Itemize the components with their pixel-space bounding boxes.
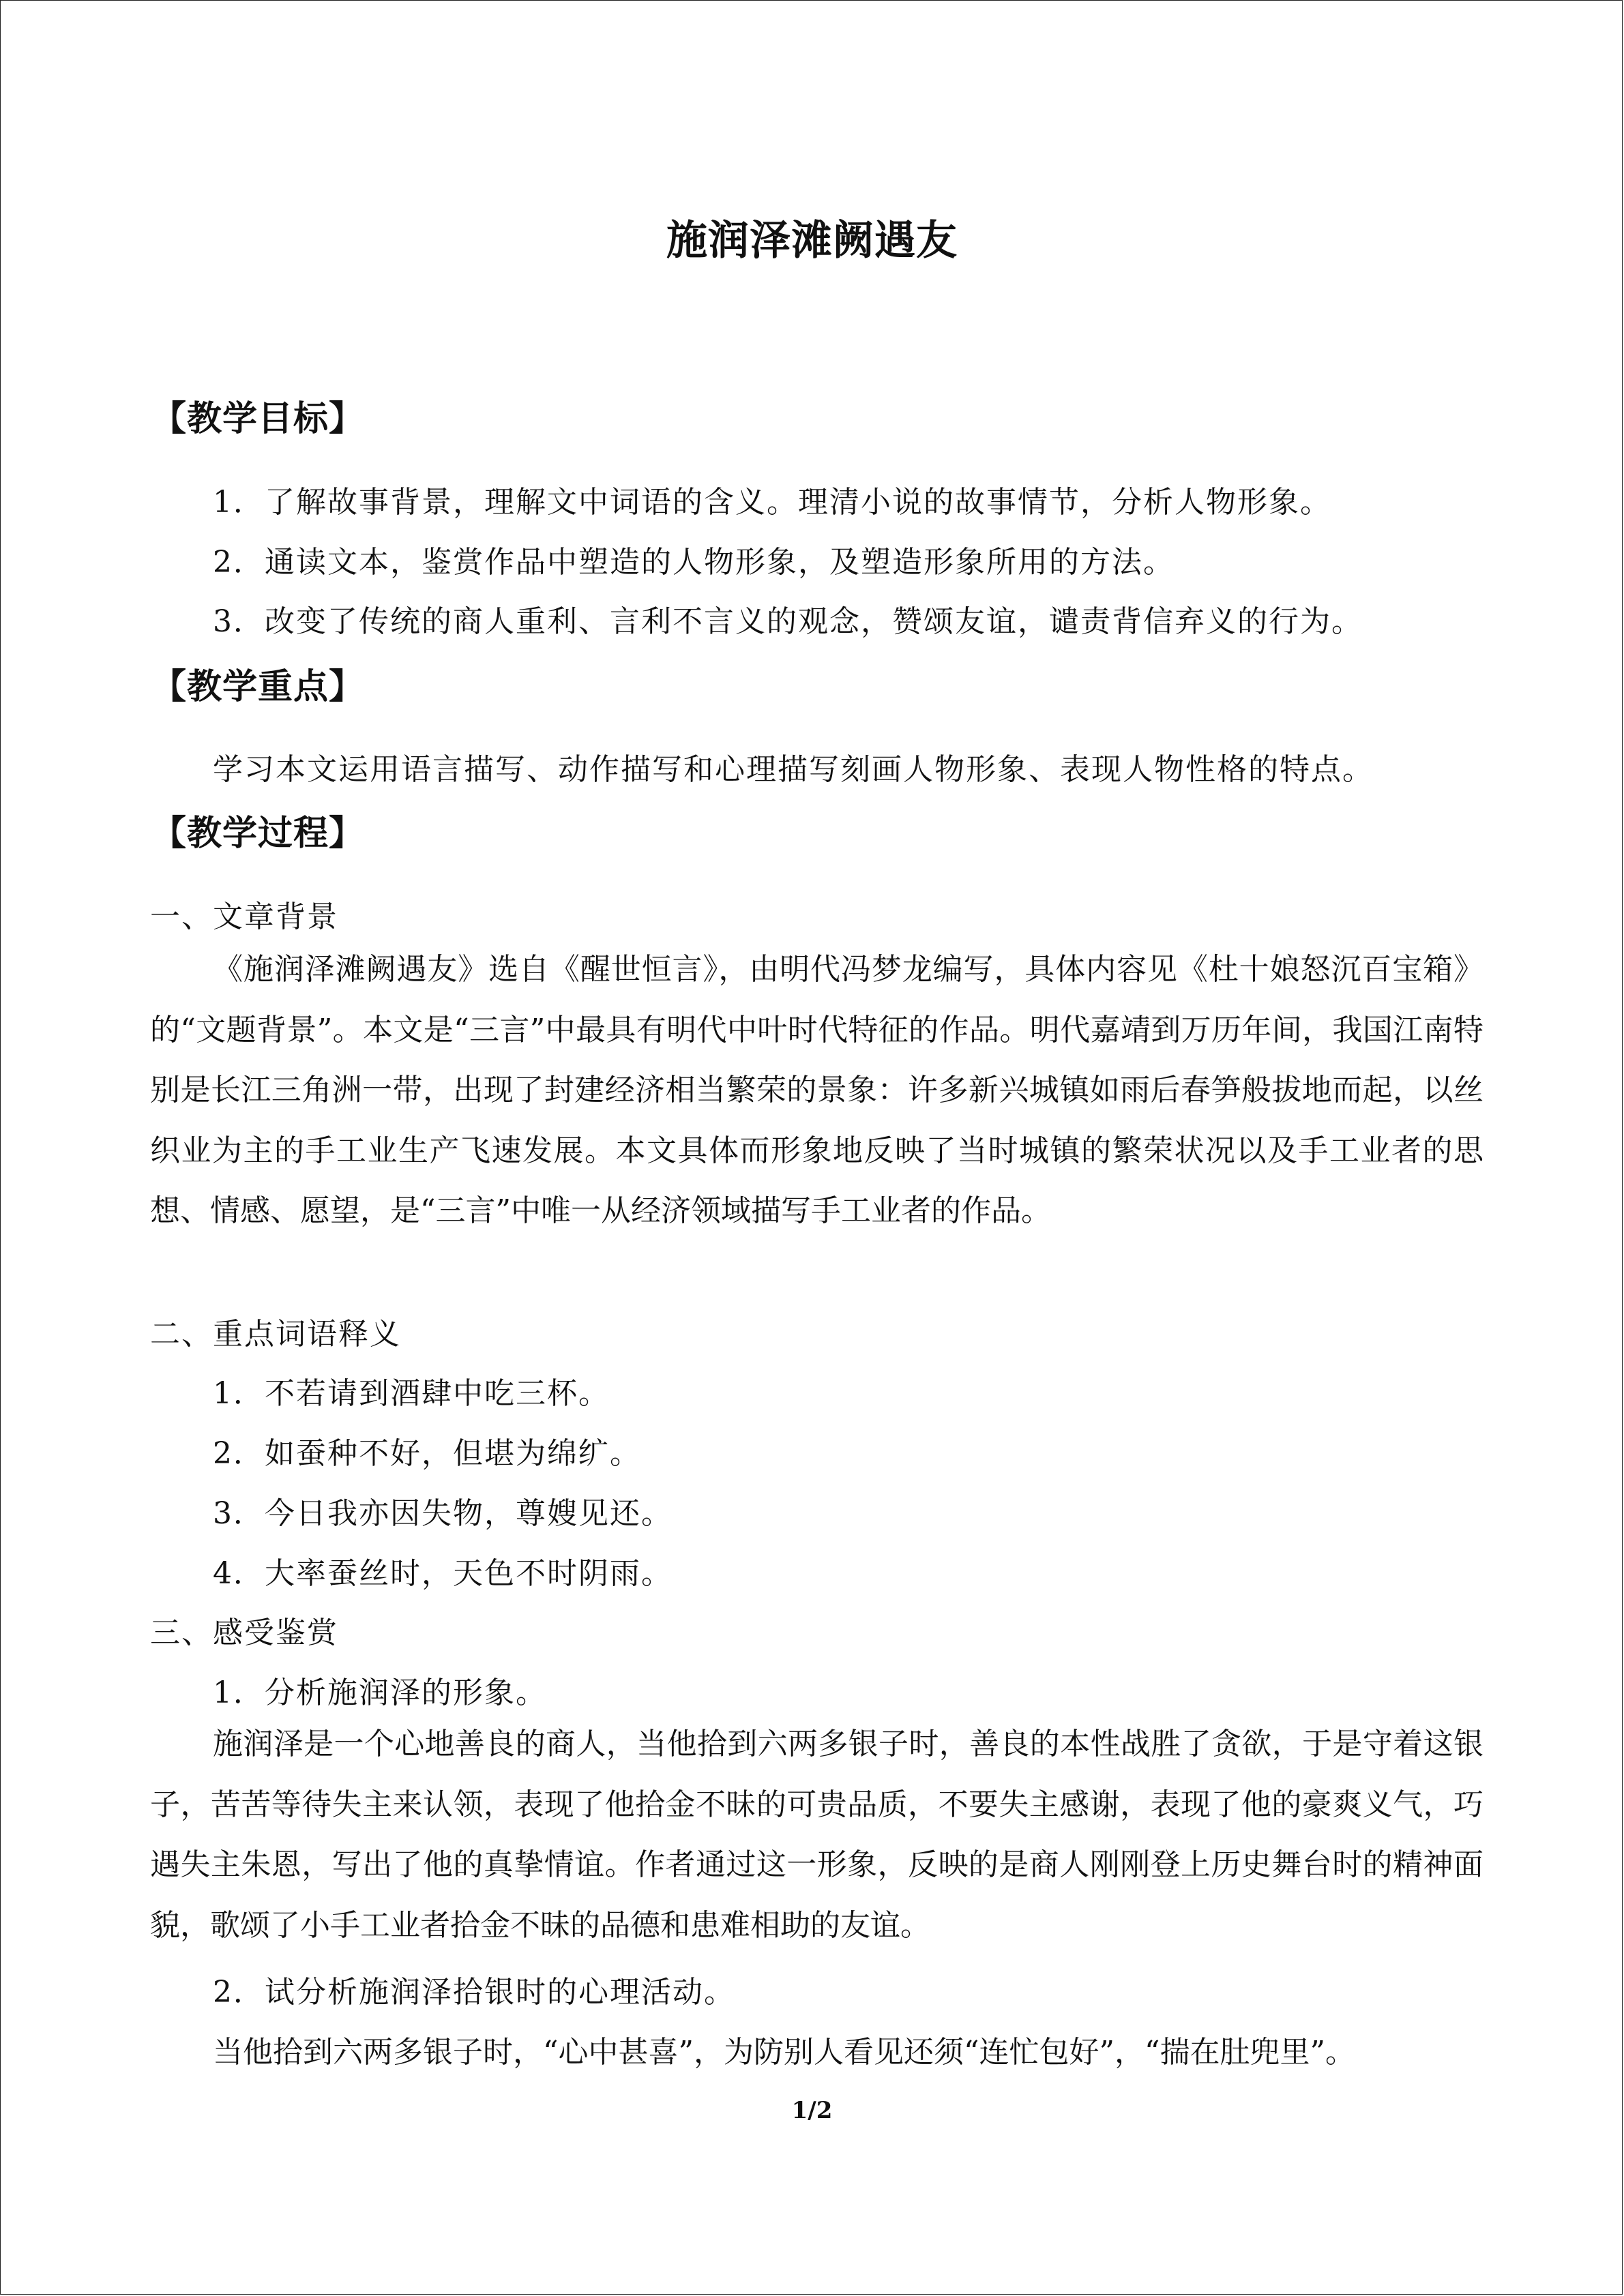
question-1: 1．分析施润泽的形象。 — [213, 1675, 547, 1710]
section-title: 三、感受鉴赏 — [150, 1615, 338, 1650]
objective-item: 1．了解故事背景，理解文中词语的含义。理清小说的故事情节，分析人物形象。 — [213, 485, 1331, 520]
objective-item: 3．改变了传统的商人重利、言利不言义的观念，赞颂友谊，谴责背信弃义的行为。 — [213, 604, 1363, 639]
page-number: 1/2 — [791, 2097, 833, 2124]
background-paragraph: 《施润泽滩阙遇友》选自《醒世恒言》，由明代冯梦龙编写，具体内容见《杜十娘怒沉百宝箱》的“文题背景”。本文是“三言”中最具有明代中叶时代特征的作品。明代嘉靖到万历年间，我国江南特别是长江三角洲一带，出现了封建经济相当繁荣的景象：许多新兴城镇如雨后春笋般拔地而起，以丝织业为主的手工业生产飞速发展。本文具体而形象地反映了当时城镇的繁荣状况以及手工业者的思想、情感、愿望，是“三言”中唯一从经济领域描写手工业者的作品。 — [150, 952, 1483, 1228]
document-title: 施润泽滩阙遇友 — [666, 217, 958, 265]
vocab-item: 2．如蚕种不好，但堪为绵纩。 — [213, 1436, 641, 1471]
section-title: 二、重点词语释义 — [150, 1317, 401, 1352]
analysis-paragraph-2: 当他拾到六两多银子时，“心中甚喜”，为防别人看见还须“连忙包好”，“揣在肚兜里”。 — [213, 2035, 1355, 2070]
vocab-item: 1．不若请到酒肆中吃三杯。 — [213, 1376, 610, 1411]
objective-item: 2．通读文本，鉴赏作品中塑造的人物形象，及塑造形象所用的方法。 — [213, 545, 1175, 580]
analysis-paragraph-1: 施润泽是一个心地善良的商人，当他拾到六两多银子时，善良的本性战胜了贪欲，于是守着这银子，苦苦等待失主来认领，表现了他拾金不昧的可贵品质，不要失主感谢，表现了他的豪爽义气，巧遇失主朱恩，写出了他的真挚情谊。作者通过这一形象，反映的是商人刚刚登上历史舞台时的精神面貌，歌颂了小手工业者拾金不昧的品德和患难相助的友谊。 — [150, 1727, 1483, 1943]
vocab-item: 3．今日我亦因失物，尊嫂见还。 — [213, 1496, 673, 1531]
vocab-item: 4．大率蚕丝时，天色不时阴雨。 — [213, 1556, 673, 1591]
question-2: 2．试分析施润泽拾银时的心理活动。 — [213, 1975, 735, 2010]
heading-process: 【教学过程】 — [151, 813, 365, 854]
section-title: 一、文章背景 — [150, 899, 338, 934]
key-points-text: 学习本文运用语言描写、动作描写和心理描写刻画人物形象、表现人物性格的特点。 — [213, 752, 1374, 787]
heading-key-points: 【教学重点】 — [151, 666, 365, 707]
heading-objectives: 【教学目标】 — [151, 398, 365, 439]
